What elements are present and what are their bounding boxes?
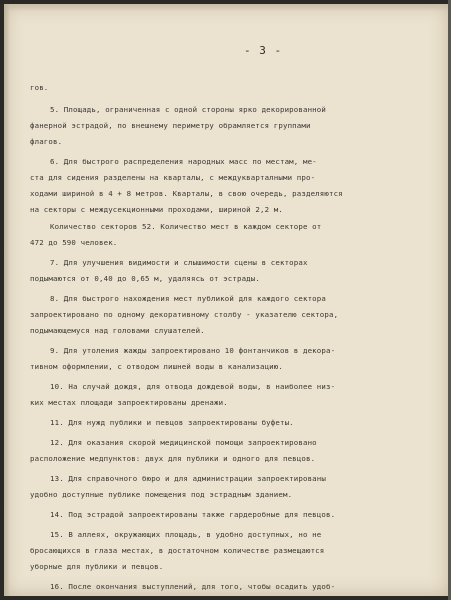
text-line: 472 до 590 человек. bbox=[30, 238, 118, 247]
text-line: 14. Под эстрадой запроектированы также гардеробные для певцов. bbox=[50, 510, 336, 519]
text-line: 16. После окончания выступлений, для того, чтобы осадить удоб- bbox=[50, 582, 336, 591]
text-line: подымаются от 0,40 до 0,65 м, удаляясь от эстрады. bbox=[30, 274, 260, 283]
text-line: 10. На случай дождя, для отвода дождевой воды, в наиболее низ- bbox=[50, 382, 336, 391]
text-line: 11. Для нужд публики и певцов запроектированы буфеты. bbox=[50, 418, 294, 427]
text-line: ста для сидения разделены на кварталы, с междукварталными про- bbox=[30, 173, 316, 182]
text-line: 12. Для оказания скорой медицинской помощи запроектировано bbox=[50, 438, 317, 447]
text-line: на секторы с междусекционными проходами, шириной 2,2 м. bbox=[30, 205, 283, 214]
text-line: фанерной эстрадой, по внешнему периметру обрамляется группами bbox=[30, 121, 311, 130]
text-line: ходами шириной в 4 + 8 метров. Кварталы, в свою очередь, разделяются bbox=[30, 189, 343, 198]
text-line: 15. В аллеях, окружающих площадь, в удобно доступных, но не bbox=[50, 530, 322, 539]
text-line: 5. Площадь, ограниченная с одной стороны ярко декорированной bbox=[50, 105, 326, 114]
text-line: флагов. bbox=[30, 137, 63, 146]
document-page bbox=[4, 4, 449, 596]
text-line: ких местах площади запроектированы дренажи. bbox=[30, 398, 228, 407]
text-line: 9. Для утоления жажды запроектировано 10 фонтанчиков в декора- bbox=[50, 346, 336, 355]
text-line: уборные для публики и певцов. bbox=[30, 562, 164, 571]
page-number: - 3 - bbox=[244, 44, 283, 57]
text-line: 7. Для улучшения видимости и слышимости сцены в секторах bbox=[50, 258, 308, 267]
text-line: бросающихся в глаза местах, в достаточном количестве размещаются bbox=[30, 546, 325, 555]
text-line: 13. Для справочного бюро и для администрации запроектированы bbox=[50, 474, 326, 483]
text-line: гов. bbox=[30, 83, 49, 92]
text-line: тивном оформлении, с отводом лишней воды в канализацию. bbox=[30, 362, 283, 371]
text-line: подымающемуся над головами слушателей. bbox=[30, 326, 205, 335]
text-line: 8. Для быстрого нахождения мест публикой для каждого сектора bbox=[50, 294, 326, 303]
text-line: удобно доступные публике помещения под эстрадным зданием. bbox=[30, 490, 293, 499]
text-line: Количество секторов 52. Количество мест в каждом секторе от bbox=[50, 222, 322, 231]
text-line: запроектировано по одному декоративному столбу - указателю сектора, bbox=[30, 310, 339, 319]
text-line: расположение медпунктов: двух для публики и одного для певцов. bbox=[30, 454, 316, 463]
text-line: 6. Для быстрого распределения народных масс по местам, ме- bbox=[50, 157, 317, 166]
